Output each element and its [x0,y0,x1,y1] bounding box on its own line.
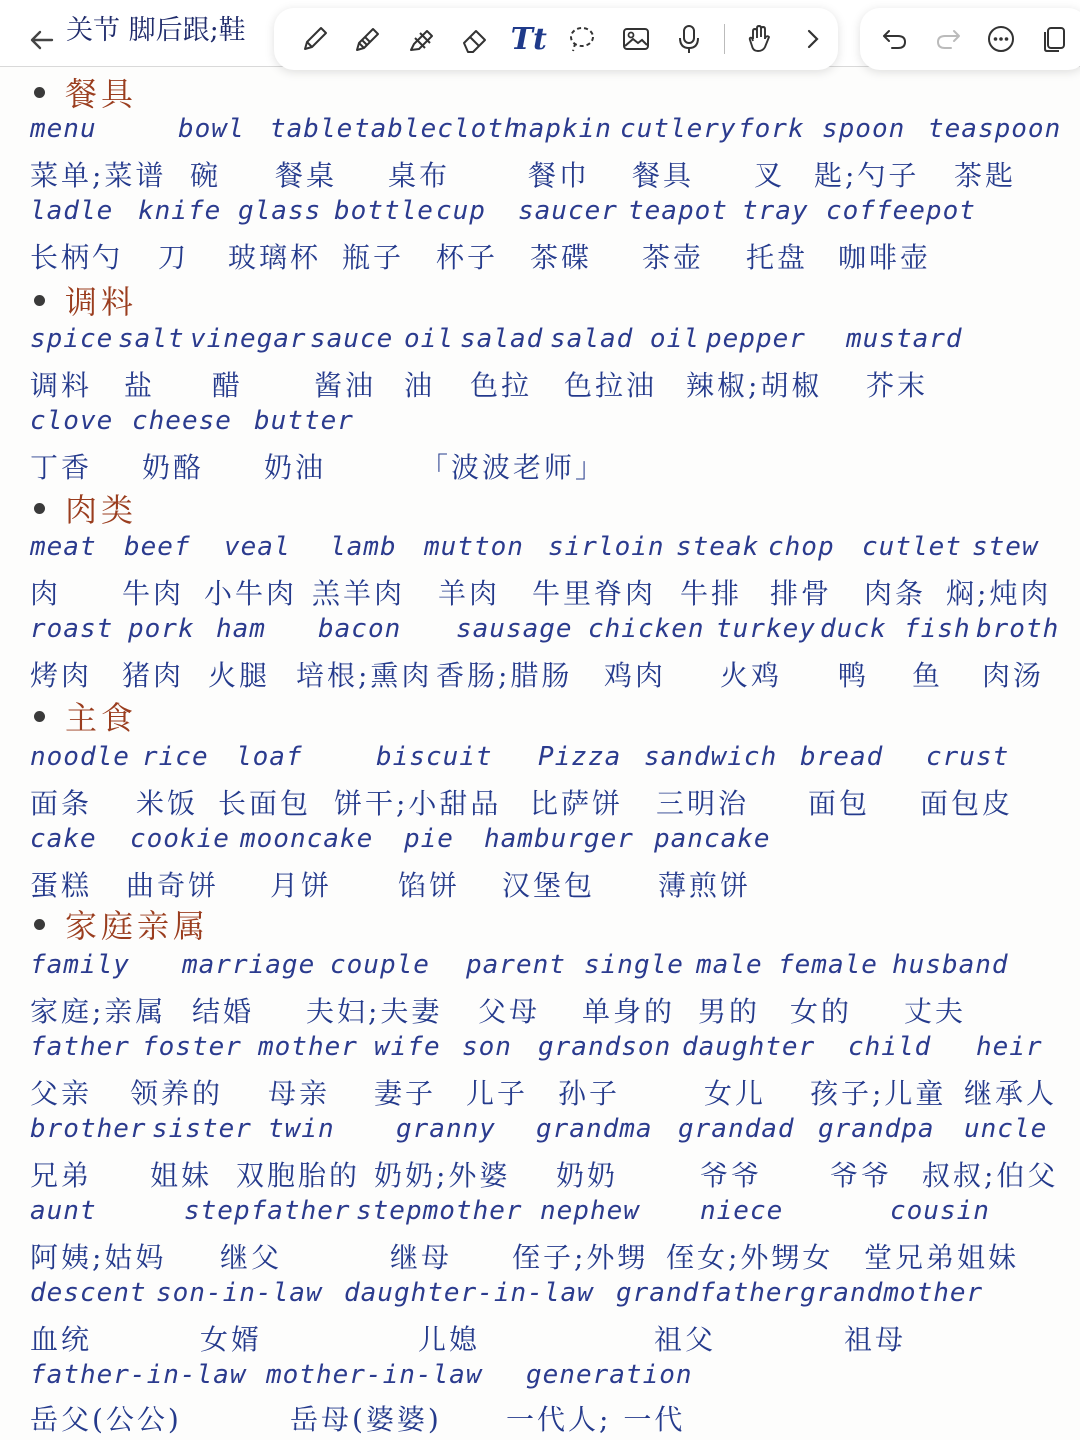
chinese-meaning: 岳母(婆婆) [290,1403,442,1436]
section-title: 调料 [65,283,138,321]
chinese-meaning: 米饭 [136,787,199,820]
english-word: grandad [678,1114,795,1144]
english-word: glass [238,196,322,226]
chinese-meaning: 爷爷 [830,1159,893,1192]
chinese-meaning: 碗 [190,159,222,192]
pen-icon [298,22,332,56]
english-word: meat [30,532,97,562]
chinese-meaning: 曲奇饼 [126,869,220,902]
english-word: male [696,950,763,980]
english-word: sausage [456,614,573,644]
english-word: tablecloth [354,114,521,144]
english-word: chicken [588,614,705,644]
chinese-meaning: 继母 [390,1241,453,1274]
chinese-meaning: 丈夫 [904,995,967,1028]
english-word: sirloin [548,532,665,562]
chinese-meaning: 继父 [220,1241,283,1274]
chinese-row [0,990,1080,1030]
chinese-meaning: 兄弟 [30,1159,93,1192]
more-icon [986,24,1016,54]
chinese-meaning: 叔叔;伯父 [922,1159,1059,1192]
pages-button[interactable] [1032,14,1076,64]
english-word: mustard [846,324,963,354]
english-word: father-in-law [30,1360,247,1390]
chinese-meaning: 阿姨;姑妈 [30,1241,167,1274]
redo-button[interactable] [926,14,970,64]
english-word: female [778,950,878,980]
note-canvas[interactable] [0,66,1080,1440]
english-row [0,614,1080,654]
chinese-meaning: 托盘 [746,241,809,274]
chinese-meaning: 祖父 [654,1323,717,1356]
chinese-meaning: 刀 [158,241,190,274]
chinese-meaning: 长柄勺 [30,241,124,274]
section-title: 主食 [65,699,138,737]
english-word: teaspoon [928,114,1062,144]
teacher-signature: 「波波老师」 [420,451,607,484]
chinese-meaning: 小牛肉 [204,577,298,610]
pencil-icon [351,22,385,56]
english-word: sister [152,1114,252,1144]
english-word: napkin [512,114,612,144]
bullet-point [34,503,45,514]
english-word: son-in-law [156,1278,323,1308]
undo-button[interactable] [873,14,917,64]
chinese-meaning: 鱼 [912,659,944,692]
english-word: ham [216,614,266,644]
english-word: veal [224,532,291,562]
english-word: aunt [30,1196,97,1226]
eraser-tool[interactable] [451,14,501,64]
chinese-meaning: 奶油 [264,451,327,484]
english-word: spice [30,324,114,354]
chinese-meaning: 双胞胎的 [236,1159,361,1192]
chinese-meaning: 女儿 [704,1077,767,1110]
chinese-meaning: 母亲 [268,1077,331,1110]
english-row [0,114,1080,154]
lasso-icon [565,22,599,56]
english-row [0,950,1080,990]
english-word: cutlet [862,532,962,562]
chinese-meaning: 姐妹 [150,1159,213,1192]
english-word: marriage [182,950,316,980]
english-word: wife [374,1032,441,1062]
chinese-meaning: 侄子;外甥 [512,1241,649,1274]
english-word: salad oil [550,324,700,354]
chinese-meaning: 孩子;儿童 [810,1077,947,1110]
chinese-meaning: 玻璃杯 [228,241,322,274]
english-word: salt [118,324,185,354]
chinese-row [0,864,1080,904]
section-title: 肉类 [65,491,138,529]
english-word: ladle [30,196,114,226]
chinese-meaning: 长面包 [218,787,312,820]
chinese-meaning: 茶碟 [530,241,593,274]
english-word: couple [330,950,430,980]
english-word: grandma [536,1114,653,1144]
english-word: saucer [518,196,618,226]
eraser-icon [458,22,492,56]
image-icon [619,22,653,56]
section-heading [34,72,137,112]
english-word: mother [258,1032,358,1062]
chinese-meaning: 奶奶;外婆 [374,1159,511,1192]
image-tool[interactable] [611,14,661,64]
bullet-point [34,711,45,722]
english-word: mooncake [240,824,374,854]
chinese-meaning: 岳父(公公) [30,1403,182,1436]
english-word: grandson [538,1032,672,1062]
english-word: parent [466,950,566,980]
english-word: cup [436,196,486,226]
chinese-meaning: 咖啡壶 [838,241,932,274]
chinese-meaning: 血统 [30,1323,93,1356]
section-heading [34,904,209,944]
chinese-meaning: 孙子 [558,1077,621,1110]
chinese-meaning: 肉 [30,577,62,610]
chinese-meaning: 排骨 [770,577,833,610]
english-row [0,1196,1080,1236]
chinese-meaning: 餐桌 [275,159,338,192]
chinese-row [0,154,1080,194]
english-word: husband [892,950,1009,980]
english-word: grandmother [800,1278,984,1308]
chinese-meaning: 调料 [30,369,93,402]
english-word: loaf [236,742,303,772]
chinese-meaning: 茶壶 [642,241,705,274]
section-heading [34,696,137,736]
chinese-row [0,364,1080,404]
text-icon: Tt [510,21,547,57]
chinese-meaning: 饼干;小甜品 [334,787,502,820]
english-word: menu [30,114,97,144]
highlighter-icon [405,22,439,56]
bullet-point [34,295,45,306]
english-word: crust [926,742,1010,772]
english-word: fork [738,114,805,144]
chinese-meaning: 猪肉 [122,659,185,692]
lasso-tool[interactable] [558,14,608,64]
english-word: niece [700,1196,784,1226]
chinese-meaning: 爷爷 [700,1159,763,1192]
chinese-meaning: 餐巾 [528,159,591,192]
english-row [0,1032,1080,1072]
chinese-meaning: 儿媳 [418,1323,481,1356]
chinese-row [0,1072,1080,1112]
english-word: sauce [310,324,394,354]
english-word: clove [30,406,114,436]
chinese-meaning: 领养的 [130,1077,224,1110]
chinese-meaning: 油 [404,369,436,402]
section-title: 家庭亲属 [65,907,210,945]
english-word: cousin [890,1196,990,1226]
chinese-meaning: 三明治 [656,787,750,820]
english-word: stew [972,532,1039,562]
chinese-meaning: 匙;勺子 [814,159,920,192]
english-word: lamb [330,532,397,562]
chinese-meaning: 父母 [478,995,541,1028]
chinese-meaning: 奶酪 [142,451,205,484]
english-word: cake [30,824,97,854]
chinese-meaning: 醋 [212,369,244,402]
english-word: bacon [318,614,402,644]
english-word: child [848,1032,932,1062]
english-word: daughter [682,1032,816,1062]
hand-icon [743,22,777,56]
redo-icon [933,24,963,54]
bullet-point [34,919,45,930]
chinese-meaning: 盐 [124,369,156,402]
english-row [0,1360,1080,1400]
chinese-row [0,1398,1080,1438]
undo-icon [880,24,910,54]
drawing-tools [274,8,838,70]
actions-pill [860,8,1080,70]
english-row [0,742,1080,782]
chinese-meaning: 比萨饼 [530,787,624,820]
english-word: cutlery [620,114,737,144]
english-word: noodle [30,742,130,772]
chinese-meaning: 鸡肉 [604,659,667,692]
chinese-meaning: 培根;熏肉 [296,659,433,692]
chinese-meaning: 女的 [790,995,853,1028]
english-row [0,1278,1080,1318]
english-word: sandwich [644,742,778,772]
english-word: pepper [706,324,806,354]
pages-icon [1039,24,1069,54]
english-row [0,824,1080,864]
english-word: mother-in-law [266,1360,483,1390]
chinese-meaning: 肉条 [864,577,927,610]
chinese-meaning: 瓶子 [342,241,405,274]
english-word: nephew [540,1196,640,1226]
text-tool[interactable] [504,14,554,64]
chinese-meaning: 茶匙 [954,159,1017,192]
english-word: grandpa [818,1114,935,1144]
pen-tool[interactable] [290,14,340,64]
english-word: bowl [178,114,245,144]
english-word: uncle [964,1114,1048,1144]
english-word: rice [142,742,209,772]
microphone-icon [672,22,706,56]
chinese-meaning: 餐具 [632,159,695,192]
section-title: 餐具 [65,75,138,113]
english-word: biscuit [376,742,493,772]
english-word: brother [30,1114,147,1144]
english-word: beef [124,532,191,562]
chinese-meaning: 女婿 [200,1323,263,1356]
english-word: daughter-in-law [344,1278,594,1308]
page-title: 关节 脚后跟;鞋 [66,15,246,46]
microphone-tool[interactable] [665,14,715,64]
english-word: pancake [654,824,771,854]
chinese-meaning: 火腿 [208,659,271,692]
chinese-meaning: 薄煎饼 [658,869,752,902]
chinese-meaning: 肉汤 [982,659,1045,692]
arrow-left-icon [28,26,56,54]
chinese-meaning: 牛肉 [122,577,185,610]
bullet-point [34,87,45,98]
more-button[interactable] [979,14,1023,64]
chinese-meaning: 侄女;外甥女 [666,1241,834,1274]
english-word: hamburger [484,824,634,854]
english-word: family [30,950,130,980]
english-word: chop [768,532,835,562]
section-heading [34,280,137,320]
chinese-row [0,1154,1080,1194]
english-row [0,196,1080,236]
chinese-meaning: 月饼 [270,869,333,902]
english-word: table [270,114,354,144]
chinese-meaning: 男的 [698,995,761,1028]
english-word: son [462,1032,512,1062]
chinese-meaning: 焖;炖肉 [946,577,1052,610]
chevron-right-icon [796,22,830,56]
chinese-meaning: 夫妇;夫妻 [306,995,443,1028]
chinese-meaning: 叉 [754,159,786,192]
chinese-meaning: 羊肉 [438,577,501,610]
english-word: pie [404,824,454,854]
chinese-row [0,446,1080,486]
chinese-row [0,572,1080,612]
chinese-row [0,654,1080,694]
english-word: tray [742,196,809,226]
chinese-meaning: 一代人; 一代 [506,1403,686,1436]
chinese-meaning: 杯子 [436,241,499,274]
english-word: mutton [424,532,524,562]
english-word: heir [976,1032,1043,1062]
chinese-row [0,782,1080,822]
chinese-meaning: 馅饼 [398,869,461,902]
english-word: roast [30,614,114,644]
chinese-meaning: 芥末 [866,369,929,402]
chinese-meaning: 堂兄弟姐妹 [864,1241,1020,1274]
chinese-row [0,236,1080,276]
chinese-meaning: 牛里脊肉 [532,577,657,610]
english-word: foster [142,1032,242,1062]
english-word: turkey [716,614,816,644]
english-row [0,406,1080,446]
toolbar-divider [724,24,725,54]
chinese-meaning: 面包皮 [920,787,1014,820]
english-word: single [584,950,684,980]
chinese-meaning: 蛋糕 [30,869,93,902]
chinese-meaning: 丁香 [30,451,93,484]
chinese-meaning: 香肠;腊肠 [436,659,573,692]
chinese-meaning: 烤肉 [30,659,93,692]
chinese-meaning: 菜单;菜谱 [30,159,167,192]
english-row [0,324,1080,364]
chinese-meaning: 桌布 [388,159,451,192]
chinese-meaning: 色拉油 [564,369,658,402]
english-word: granny [396,1114,496,1144]
english-word: Pizza [538,742,622,772]
english-word: teapot [628,196,728,226]
highlighter-tool[interactable] [397,14,447,64]
chinese-meaning: 火鸡 [720,659,783,692]
chinese-meaning: 祖母 [844,1323,907,1356]
english-word: stepfather [184,1196,351,1226]
english-word: duck [820,614,887,644]
english-word: vinegar [190,324,307,354]
chinese-meaning: 色拉 [470,369,533,402]
chinese-meaning: 妻子 [374,1077,437,1110]
back-button[interactable] [18,18,66,62]
chinese-row [0,1236,1080,1276]
chinese-meaning: 父亲 [30,1077,93,1110]
chinese-meaning: 家庭;亲属 [30,995,167,1028]
top-toolbar [0,0,1080,67]
english-word: steak [676,532,760,562]
english-word: cheese [132,406,232,436]
more-tools-button[interactable] [788,14,838,64]
chinese-meaning: 鸭 [838,659,870,692]
english-word: grandfather [616,1278,800,1308]
pencil-tool[interactable] [344,14,394,64]
chinese-row [0,1318,1080,1358]
chinese-meaning: 单身的 [582,995,676,1028]
english-word: broth [976,614,1060,644]
chinese-meaning: 汉堡包 [502,869,596,902]
english-word: knife [138,196,222,226]
chinese-meaning: 面条 [30,787,93,820]
english-row [0,1114,1080,1154]
english-word: coffeepot [826,196,976,226]
section-heading [34,488,137,528]
english-word: fish [904,614,971,644]
english-word: bread [800,742,884,772]
english-word: spoon [822,114,906,144]
chinese-meaning: 辣椒;胡椒 [686,369,823,402]
english-word: oil [404,324,454,354]
chinese-meaning: 继承人 [964,1077,1058,1110]
english-word: stepmother [356,1196,523,1226]
chinese-meaning: 牛排 [680,577,743,610]
chinese-meaning: 羔羊肉 [312,577,406,610]
english-word: generation [526,1360,693,1390]
english-word: butter [254,406,354,436]
hand-tool[interactable] [735,14,785,64]
english-word: twin [268,1114,335,1144]
chinese-meaning: 儿子 [466,1077,529,1110]
english-row [0,532,1080,572]
chinese-meaning: 酱油 [314,369,377,402]
english-word: pork [128,614,195,644]
chinese-meaning: 奶奶 [556,1159,619,1192]
english-word: father [30,1032,130,1062]
chinese-meaning: 面包 [808,787,871,820]
english-word: bottle [334,196,434,226]
chinese-meaning: 结婚 [192,995,255,1028]
english-word: descent [30,1278,147,1308]
english-word: salad [460,324,544,354]
english-word: cookie [130,824,230,854]
